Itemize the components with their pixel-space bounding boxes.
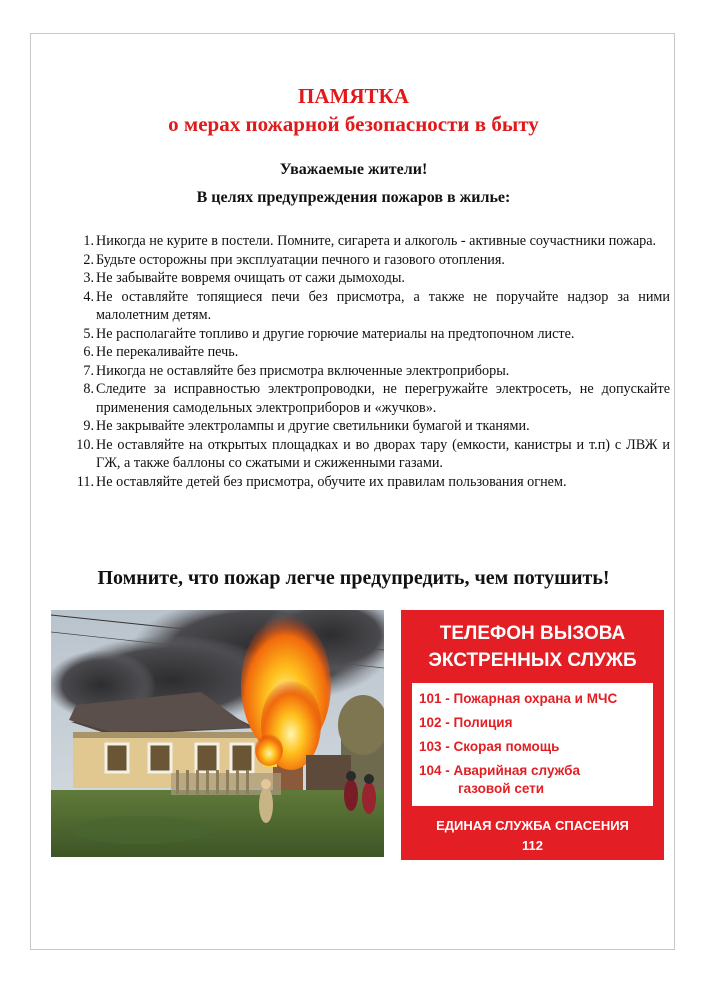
list-item-number: 3. xyxy=(83,270,94,286)
list-item-text: Не перекаливайте печь. xyxy=(96,344,239,360)
list-item xyxy=(66,269,670,288)
list-item-number: 2. xyxy=(83,251,94,268)
list-item xyxy=(66,362,670,381)
list-item-number: 4. xyxy=(83,288,94,305)
list-item xyxy=(66,436,670,473)
list-item xyxy=(66,232,670,251)
list-item-text: Будьте осторожны при эксплуатации печного и газового отопления. xyxy=(96,251,505,268)
list-item-text: Никогда не оставляйте без присмотра включенные электроприборы. xyxy=(96,362,510,379)
list-item xyxy=(66,251,670,270)
memo-subtitle: о мерах пожарной безопасности в быту xyxy=(168,112,539,136)
memo-title: ПАМЯТКА xyxy=(298,84,409,108)
list-item-number: 7. xyxy=(83,362,94,379)
list-item-number: 1. xyxy=(83,233,94,249)
emergency-number-gas-line2: газовой сети xyxy=(458,781,545,796)
emergency-title: ТЕЛЕФОН ВЫЗОВА xyxy=(439,623,626,644)
list-item-number: 6. xyxy=(83,344,94,360)
house-fire-photo xyxy=(51,610,384,857)
list-item-number: 8. xyxy=(83,381,94,397)
unified-rescue-service: ЕДИНАЯ СЛУЖБА СПАСЕНИЯ xyxy=(436,818,629,833)
emergency-number-police: 102 - Полиция xyxy=(419,715,513,730)
list-item xyxy=(66,325,670,344)
slogan: Помните, что пожар легче предупредить, чем потушить! xyxy=(97,567,610,589)
list-item xyxy=(66,417,670,436)
emergency-number-ambulance: 103 - Скорая помощь xyxy=(419,739,560,754)
list-item-text: Не закрывайте электролампы и другие светильники бумагой и тканями. xyxy=(96,418,530,434)
list-item-text: Не оставляйте на открытых площадках и во дворах тару (емкости, канистры и т.п) с ЛВЖ и ГЖ, а также баллоны со сжатыми и сжиженными газами. xyxy=(96,436,670,471)
list-item-number: 10. xyxy=(76,436,94,453)
emergency-phones-panel xyxy=(401,610,664,860)
house-fire-illustration xyxy=(51,610,384,857)
emergency-numbers-box xyxy=(412,683,653,806)
list-item-text: Не располагайте топливо и другие горючие материалы на предтопочном листе. xyxy=(96,325,575,342)
list-item xyxy=(66,288,670,325)
list-item xyxy=(66,473,670,492)
list-item xyxy=(66,343,670,362)
emergency-title-line2: ЭКСТРЕННЫХ СЛУЖБ xyxy=(428,650,637,671)
list-item xyxy=(66,380,670,417)
list-item-text: Не оставляйте топящиеся печи без присмотра, а также не поручайте надзор за ними малолетним детям. xyxy=(96,288,670,323)
list-item-text: Следите за исправностью электропроводки, не перегружайте электросеть, не допускайте применения самодельных электроприборов и «жучков». xyxy=(96,381,670,416)
purpose-heading: В целях предупреждения пожаров в жилье: xyxy=(196,189,511,206)
greeting-heading: Уважаемые жители! xyxy=(279,161,428,178)
unified-rescue-number: 112 xyxy=(522,838,543,853)
emergency-number-fire: 101 - Пожарная охрана и МЧС xyxy=(419,691,618,706)
list-item-number: 9. xyxy=(83,418,94,434)
emergency-number-gas: 104 - Аварийная служба xyxy=(419,763,581,778)
list-item-text: Не забывайте вовремя очищать от сажи дымоходы. xyxy=(96,270,405,286)
list-item-text: Никогда не курите в постели. Помните, сигарета и алкоголь - активные соучастники пожара. xyxy=(96,233,657,249)
list-item-text: Не оставляйте детей без присмотра, обучите их правилам пользования огнем. xyxy=(96,473,567,490)
safety-rules-list xyxy=(66,232,670,491)
list-item-number: 5. xyxy=(83,325,94,342)
list-item-number: 11. xyxy=(76,473,94,490)
